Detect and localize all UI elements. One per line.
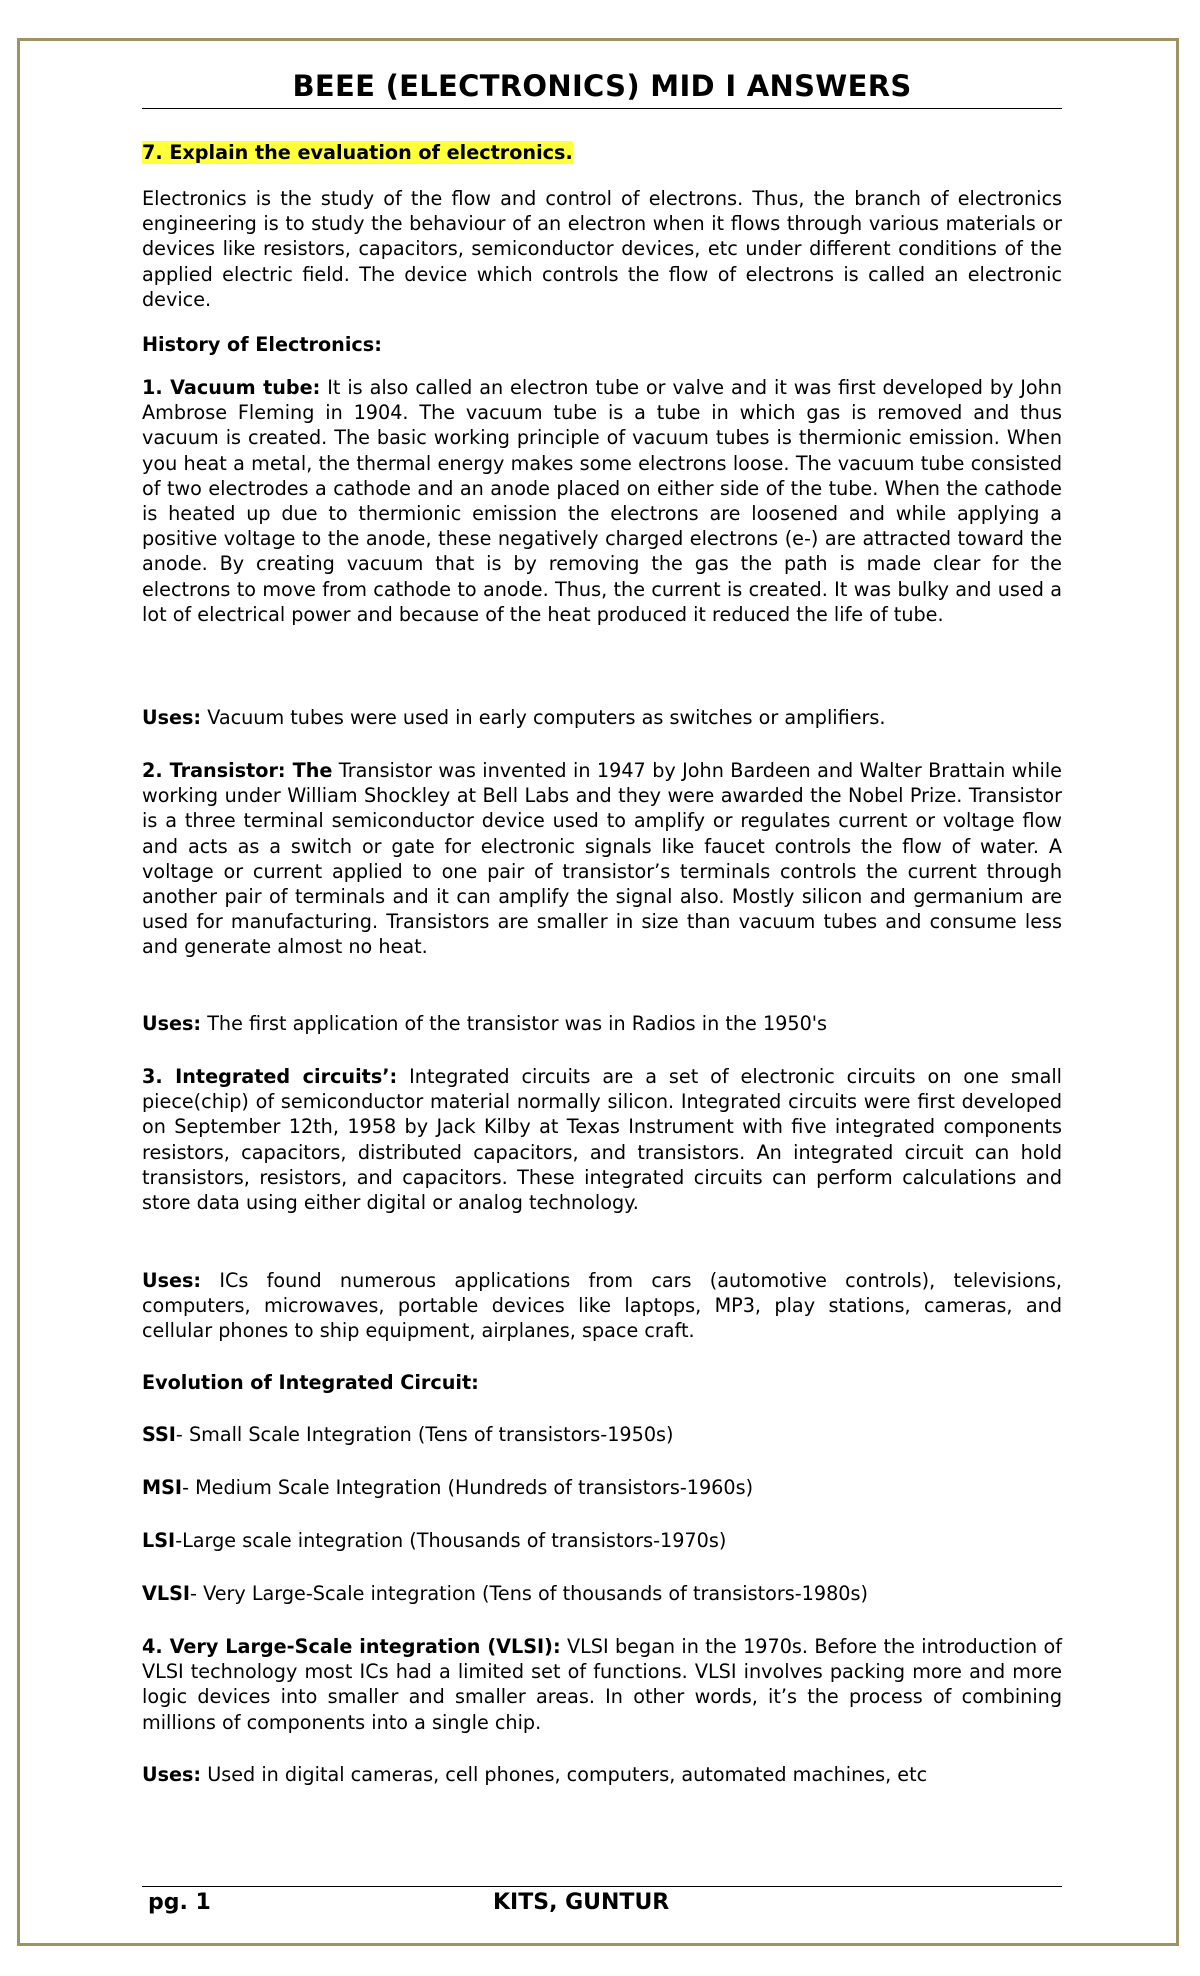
uses-label: Uses:: [142, 706, 202, 729]
evolution-item-ssi: [142, 1422, 1062, 1447]
history-heading-text: History of Electronics:: [142, 333, 382, 356]
evolution-abbr: SSI: [142, 1423, 176, 1446]
section-body: Transistor was invented in 1947 by John Bardeen and Walter Brattain while working under William Shockley at Bell Labs and they were awarded the Nobel Prize. Transistor is a three terminal semiconductor device used to amplify or regulates current or voltage flow and acts as a switch or gate for electronic signals like faucet controls the flow of water. A voltage or current applied to one pair of transistor’s terminals controls the current through another pair of terminals and it can amplify the signal also. Mostly silicon and germanium are used for manufacturing. Transistors are smaller in size than vacuum tubes and consume less and generate almost no heat.: [142, 759, 1062, 959]
uses-text: ICs found numerous applications from cars (automotive controls), televisions, computers, microwaves, portable devices like laptops, MP3, play stations, cameras, and cellular phones to ship equipment, airplanes, space craft.: [142, 1269, 1062, 1343]
section-vacuum-tube: [142, 375, 1062, 627]
section-body: VLSI began in the 1970s. Before the introduction of VLSI technology most ICs had a limited set of functions. VLSI involves packing more and more logic devices into smaller and smaller areas. In other words, it’s the process of combining millions of components into a single chip.: [142, 1635, 1062, 1734]
evolution-heading-text: Evolution of Integrated Circuit:: [142, 1371, 479, 1394]
uses-vacuum-tube: [142, 705, 1062, 730]
uses-integrated-circuits: [142, 1268, 1062, 1344]
uses-text: The first application of the transistor was in Radios in the 1950's: [201, 1012, 828, 1035]
evolution-text: - Medium Scale Integration (Hundreds of transistors-1960s): [182, 1476, 754, 1499]
uses-text: Vacuum tubes were used in early computers as switches or amplifiers.: [201, 706, 886, 729]
evolution-item-msi: [142, 1475, 1062, 1500]
uses-label: Uses:: [142, 1763, 202, 1786]
section-body: Integrated circuits are a set of electronic circuits on one small piece(chip) of semiconductor material normally silicon. Integrated circuits were first developed on September 12th, 1958 by Jack Kilby at Texas Instrument with five integrated components resistors, capacitors, distributed capacitors, and transistors. An integrated circuit can hold transistors, resistors, and capacitors. These integrated circuits can perform calculations and store data using either digital or analog technology.: [142, 1065, 1062, 1215]
evolution-text: - Small Scale Integration (Tens of transistors-1950s): [175, 1423, 674, 1446]
evolution-item-vlsi: [142, 1581, 1062, 1606]
evolution-item-lsi: [142, 1528, 1062, 1553]
section-vlsi: [142, 1634, 1062, 1735]
question-heading: [142, 140, 1062, 165]
header-divider: [142, 108, 1062, 109]
page-title: BEEE (ELECTRONICS) MID I ANSWERS: [292, 69, 912, 103]
history-heading: [142, 332, 1062, 357]
evolution-abbr: MSI: [142, 1476, 183, 1499]
intro-paragraph: Electronics is the study of the flow and control of electrons. Thus, the branch of electronics engineering is to study the behaviour of an electron when it flows through various materials or devices like resistors, capacitors, semiconductor devices, etc under different conditions of the applied electric field. The device which controls the flow of electrons is called an electronic device.: [142, 187, 1062, 311]
evolution-text: - Very Large-Scale integration (Tens of thousands of transistors-1980s): [190, 1582, 868, 1605]
uses-vlsi: [142, 1762, 1062, 1787]
section-transistor: [142, 758, 1062, 960]
evolution-heading: [142, 1370, 1062, 1395]
uses-label: Uses:: [142, 1269, 202, 1292]
evolution-abbr: LSI: [142, 1529, 176, 1552]
uses-label: Uses:: [142, 1012, 202, 1035]
evolution-text: -Large scale integration (Thousands of transistors-1970s): [175, 1529, 727, 1552]
evolution-abbr: VLSI: [142, 1582, 191, 1605]
uses-transistor: [142, 1011, 1062, 1036]
footer-institution: KITS, GUNTUR: [493, 1890, 670, 1915]
section-integrated-circuits: [142, 1064, 1062, 1215]
section-body: It is also called an electron tube or valve and it was first developed by John Ambrose Fleming in 1904. The vacuum tube is a tube in which gas is removed and thus vacuum is created. The basic working principle of vacuum tubes is thermionic emission. When you heat a metal, the thermal energy makes some electrons loose. The vacuum tube consisted of two electrodes a cathode and an anode placed on either side of the tube. When the cathode is heated up due to thermionic emission the electrons are loosened and while applying a positive voltage to the anode, these negatively charged electrons (e-) are attracted toward the anode. By creating vacuum that is by removing the gas the path is made clear for the electrons to move from cathode to anode. Thus, the current is created. It was bulky and used a lot of electrical power and because of the heat produced it reduced the life of tube.: [142, 376, 1062, 626]
section-lead: 1. Vacuum tube:: [142, 376, 321, 399]
question-text: 7. Explain the evaluation of electronics.: [142, 141, 573, 164]
section-lead: 3. Integrated circuits’:: [142, 1065, 398, 1088]
section-lead: 4. Very Large-Scale integration (VLSI):: [142, 1635, 561, 1658]
uses-text: Used in digital cameras, cell phones, computers, automated machines, etc: [201, 1763, 928, 1786]
page-number: pg. 1: [148, 1890, 211, 1915]
footer-divider: [142, 1886, 1062, 1887]
section-lead: 2. Transistor: The: [142, 759, 333, 782]
